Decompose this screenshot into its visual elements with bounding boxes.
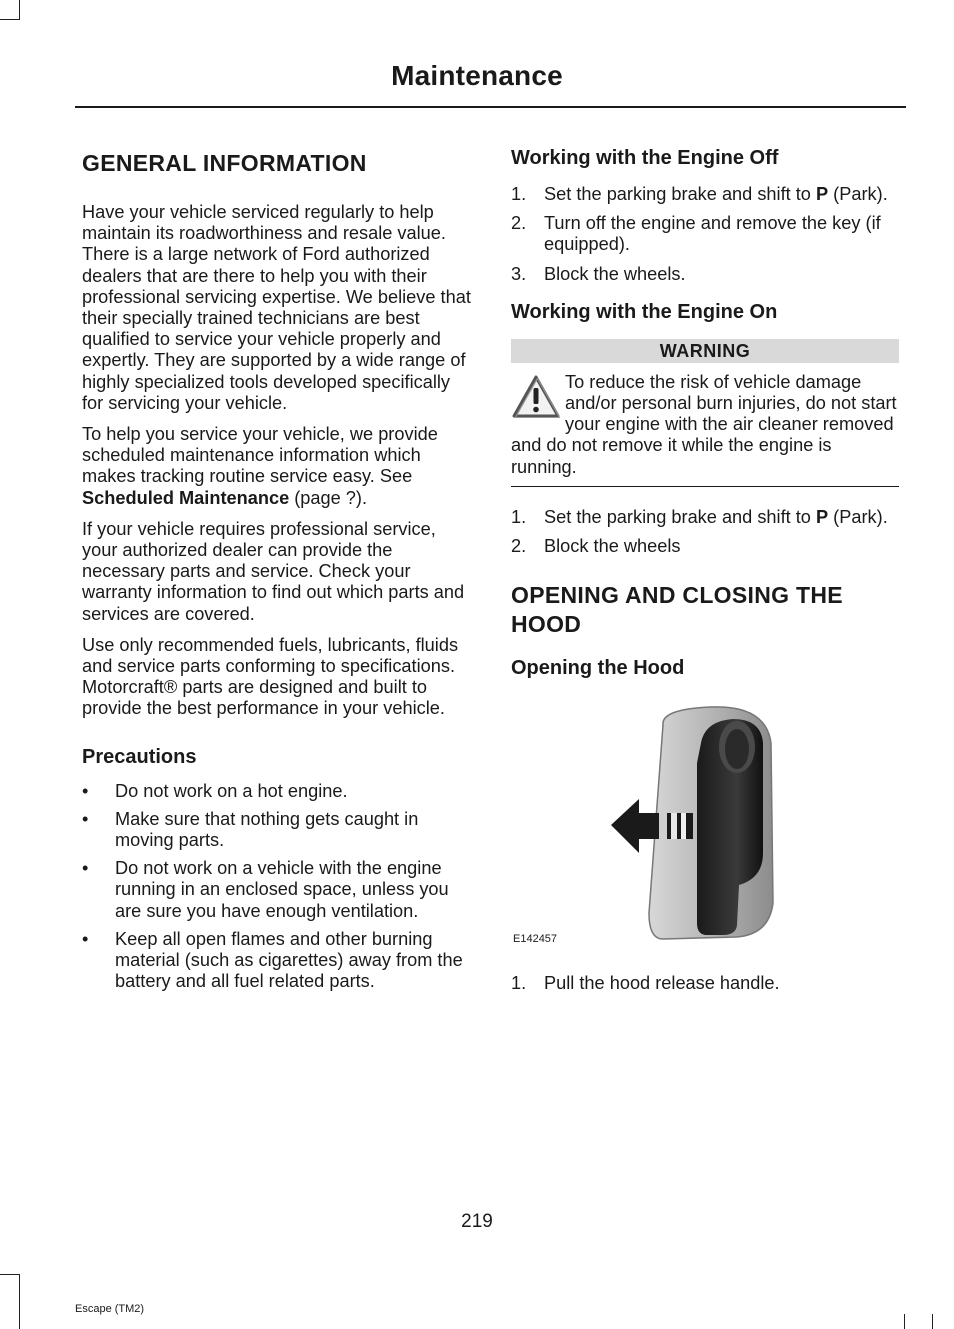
crop-mark [19,1274,20,1329]
list-item: 2. Block the wheels [511,536,681,557]
list-item: • Do not work on a vehicle with the engine running in an enclosed space, unless you are sure you have enough ventilation. [82,858,449,921]
engine-off-steps [511,184,899,285]
general-paragraph-2: To help you service your vehicle, we provide scheduled maintenance information which makes tracking routine service easy. See Scheduled Maintenance (page ?). [82,424,438,508]
hood-steps [511,973,899,994]
header-rule [75,106,906,108]
warning-rule [511,486,899,487]
left-column [82,140,472,1000]
crop-mark [0,19,20,20]
right-column [511,140,899,1002]
footer-model: Escape (TM2) [75,1303,145,1315]
list-item: 1. Set the parking brake and shift to P (Park). [511,506,888,527]
precautions-list [82,781,472,993]
figure-id-label: E142457 [513,933,558,946]
warning-triangle-icon [511,374,561,420]
list-item: • Make sure that nothing gets caught in moving parts. [82,808,419,851]
list-item: • Do not work on a hot engine. [82,780,348,801]
warning-label: WARNING [511,339,899,363]
hood-section-heading: OPENING AND CLOSING THE HOOD [511,582,843,638]
list-item: 3. Block the wheels. [511,263,686,284]
list-item: 1. Pull the hood release handle. [511,973,780,994]
precautions-heading: Precautions [82,745,197,768]
crop-mark [19,0,20,20]
hood-release-figure [511,703,899,953]
list-item: 1. Set the parking brake and shift to P (Park). [511,184,888,204]
engine-off-heading: Working with the Engine Off [511,147,779,169]
crop-mark [904,1314,905,1329]
engine-on-heading: Working with the Engine On [511,300,778,323]
general-information-heading: GENERAL INFORMATION [82,150,367,176]
crop-mark [0,1274,20,1275]
page-title: Maintenance [391,60,563,91]
scheduled-maintenance-reference: Scheduled Maintenance [82,487,290,508]
general-paragraph-1: Have your vehicle serviced regularly to help maintain its roadworthiness and resale value. There is a large network of Ford authorized dealers that are there to help you with their professional servicing expertise. We believe that their specially trained technicians are best qualified to service your vehicle properly and expertly. They are supported by a wide range of highly specialized tools developed specifically for servicing your vehicle. [82,202,471,413]
opening-hood-heading: Opening the Hood [511,657,685,680]
page-number: 219 [461,1211,493,1232]
crop-mark [932,1314,933,1329]
list-item: • Keep all open flames and other burning material (such as cigarettes) away from the battery and all fuel related parts. [82,928,463,992]
list-item: 2. Turn off the engine and remove the key (if equipped). [511,213,881,255]
warning-text: To reduce the risk of vehicle damage and/or personal burn injuries, do not start your engine with the air cleaner removed and do not remove it while the engine is running. [511,371,897,477]
general-paragraph-3: If your vehicle requires professional service, your authorized dealer can provide the necessary parts and service. Check your warranty information to find out which parts and services are covered. [82,518,465,624]
engine-on-steps [511,507,899,557]
warning-body [511,363,899,478]
warning-box [511,339,899,487]
hood-release-handle-illustration [511,703,899,953]
general-paragraph-4: Use only recommended fuels, lubricants, fluids and service parts conforming to specifications. Motorcraft® parts are designed and built to provide the best performance in your vehicle. [82,634,459,719]
